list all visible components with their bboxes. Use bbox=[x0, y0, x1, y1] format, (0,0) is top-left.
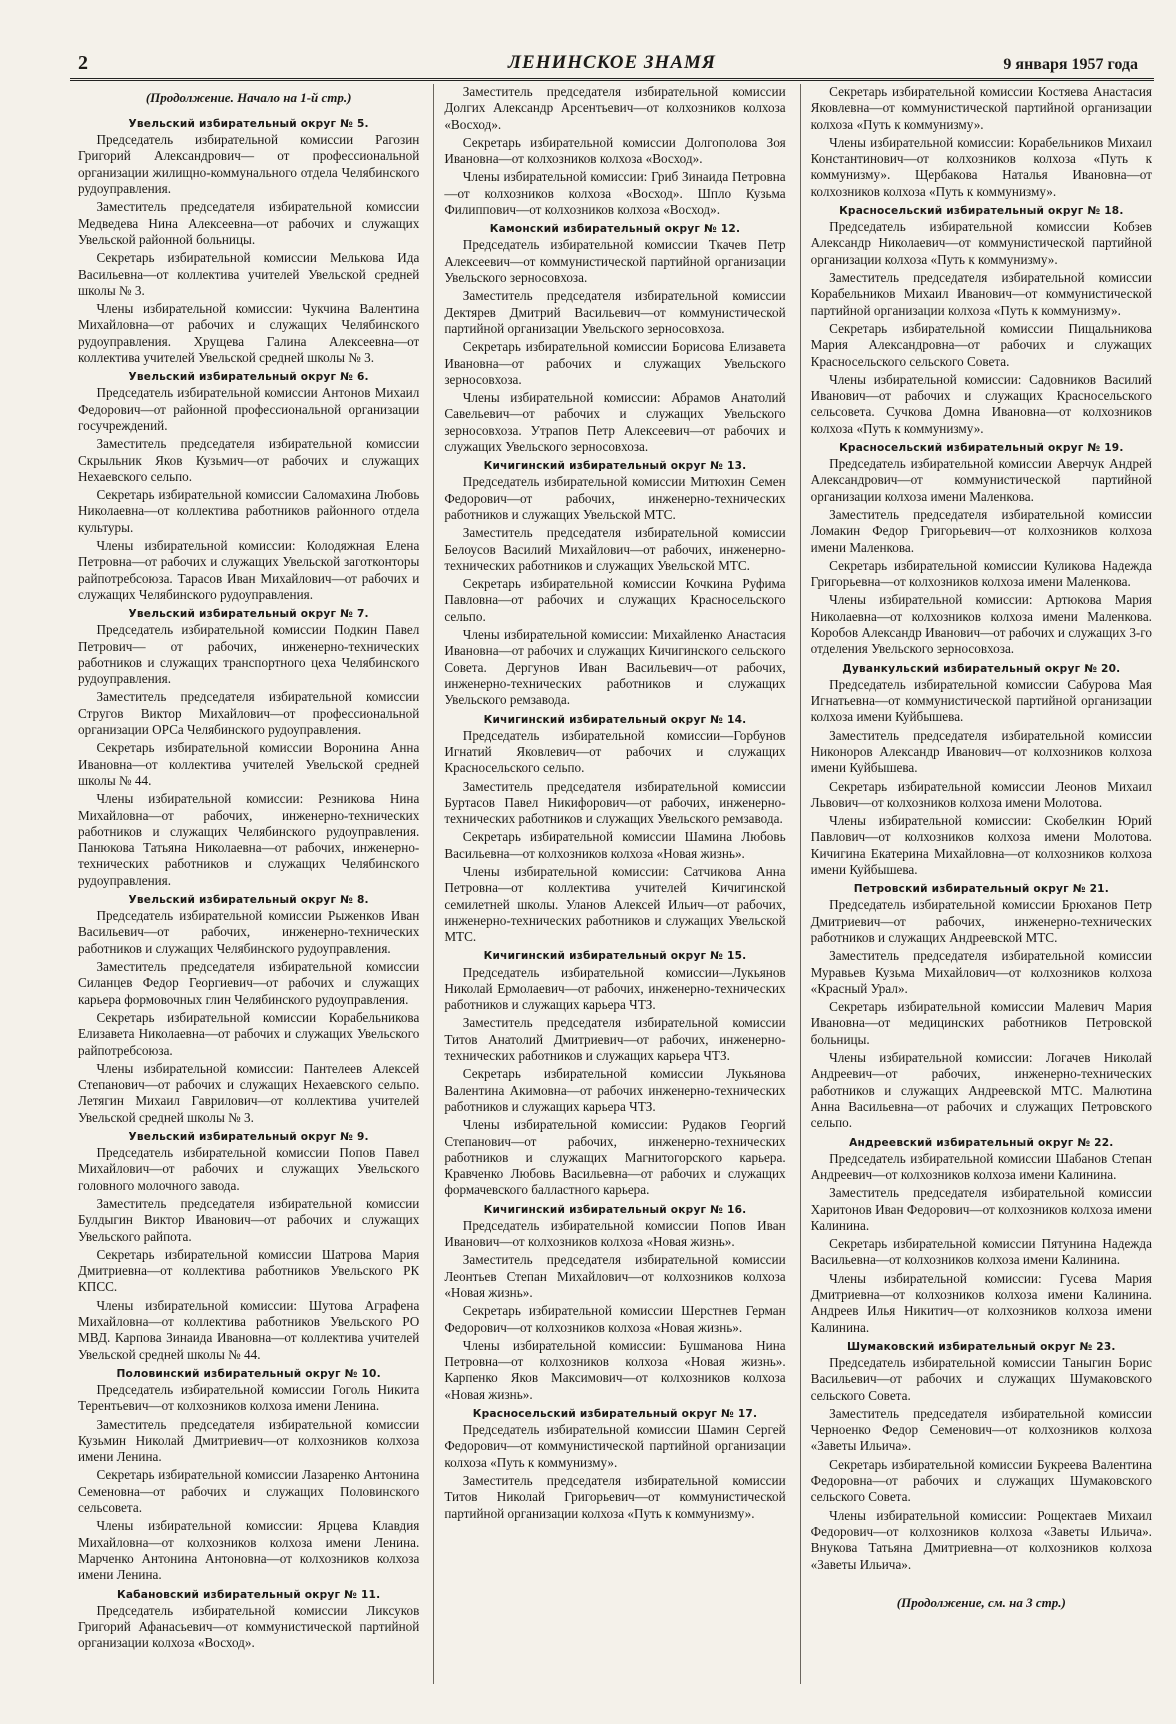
commission-paragraph: Члены избирательной комиссии: Гусева Мария Дмитриевна—от колхозников колхоза имени Калинина. Андреев Илья Никитич—от колхозников колхоза имени Калинина. bbox=[810, 1270, 1152, 1335]
commission-paragraph: Председатель избирательной комиссии Сабурова Мая Игнатьевна—от коммунистической партийной организации колхоза имени Куйбышева. bbox=[810, 676, 1152, 725]
commission-paragraph: Члены избирательной комиссии: Бушманова Нина Петровна—от колхозников колхоза «Новая жизнь». Карпенко Яков Максимович—от колхозников колхоза «Новая жизнь». bbox=[444, 1337, 786, 1402]
district-heading: Красносельский избирательный округ № 19. bbox=[839, 442, 1124, 455]
commission-paragraph: Заместитель председателя избирательной комиссии Леонтьев Степан Михайлович—от колхозников колхоза «Новая жизнь». bbox=[444, 1252, 786, 1300]
district-heading: Кичигинский избирательный округ № 15. bbox=[483, 950, 747, 963]
commission-paragraph: Председатель избирательной комиссии Подкин Павел Петрович— от рабочих, инженерно-технических работников и служащих транспортного цеха Челябинского рудоуправления. bbox=[78, 622, 420, 687]
commission-paragraph: Секретарь избирательной комиссии Саломахина Любовь Николаевна—от коллектива работников районного отдела культуры. bbox=[78, 487, 420, 535]
commission-paragraph: Заместитель председателя избирательной комиссии Титов Николай Григорьевич—от коммунистической партийной организации колхоза «Путь к коммунизму». bbox=[444, 1473, 786, 1521]
commission-paragraph: Члены избирательной комиссии: Чукчина Валентина Михайловна—от рабочих и служащих Челябинского рудоуправления. Хрущева Галина Алексеевна—от коллектива учителей Увельской средней школы № 3. bbox=[78, 301, 420, 365]
district-heading: Андреевский избирательный округ № 22. bbox=[849, 1136, 1114, 1149]
commission-paragraph: Секретарь избирательной комиссии Малевич Мария Ивановна—от медицинских работников Петровской больницы. bbox=[810, 999, 1152, 1047]
commission-paragraph: Секретарь избирательной комиссии Воронина Анна Ивановна—от коллектива учителей Увельской средней школы № 44. bbox=[78, 740, 420, 788]
commission-paragraph: Председатель избирательной комиссии Брюханов Петр Дмитриевич—от рабочих, инженерно-технических работников и служащих Андреевской МТС. bbox=[810, 897, 1152, 945]
commission-paragraph: Заместитель председателя избирательной комиссии Кузьмин Николай Дмитриевич—от колхозников колхоза имени Ленина. bbox=[78, 1416, 420, 1465]
commission-paragraph: Заместитель председателя избирательной комиссии Белоусов Василий Михайлович—от рабочих, инженерно-технических работников и служащих Увельской МТС. bbox=[444, 525, 786, 573]
commission-paragraph: Секретарь избирательной комиссии Пищальникова Мария Александровна—от рабочих и служащих Красносельского сельского Совета. bbox=[810, 320, 1152, 369]
district-heading: Красносельский избирательный округ № 17. bbox=[472, 1408, 758, 1421]
district-heading: Кичигинский избирательный округ № 13. bbox=[483, 460, 747, 473]
commission-paragraph: Председатель избирательной комиссии—Лукьянов Николай Ермолаевич—от рабочих, инженерно-технических работников и служащих карьера ЧТЗ. bbox=[444, 964, 786, 1013]
commission-paragraph: Секретарь избирательной комиссии Мелькова Ида Васильевна—от коллектива учителей Увельской средней школы № 3. bbox=[78, 250, 420, 298]
commission-paragraph: Председатель избирательной комиссии Ликсуков Григорий Афанасьевич—от коммунистической партийной организации колхоза «Восход». bbox=[78, 1602, 420, 1651]
commission-paragraph: Председатель избирательной комиссии Гоголь Никита Терентьевич—от колхозников колхоза имени Ленина. bbox=[78, 1382, 420, 1414]
continuation-note-end: (Продолжение, см. на 3 стр.) bbox=[896, 1594, 1066, 1610]
commission-paragraph: Члены избирательной комиссии: Абрамов Анатолий Савельевич—от рабочих и служащих Увельского зерносовхоза. Утрапов Петр Алексеевич—от рабочих и служащих Увельского зерносовхоза. bbox=[444, 390, 786, 455]
page-number: 2 bbox=[78, 52, 88, 74]
commission-paragraph: Секретарь избирательной комиссии Лукьянова Валентина Акимовна—от рабочих инженерно-технических работников и служащих карьера ЧТЗ. bbox=[444, 1066, 786, 1114]
commission-paragraph: Члены избирательной комиссии: Резникова Нина Михайловна—от рабочих, инженерно-технических работников и служащих Челябинского рудоуправления. Панюкова Татьяна Николаевна—от рабочих, инженерно-технических работников и служащих Челябинского рудоуправления. bbox=[78, 791, 420, 888]
district-heading: Увельский избирательный округ № 8. bbox=[128, 894, 369, 907]
commission-paragraph: Заместитель председателя избирательной комиссии Буртасов Павел Никифорович—от рабочих, инженерно-технических работников и служащих Увельского ремзавода. bbox=[444, 778, 786, 827]
commission-paragraph: Секретарь избирательной комиссии Леонов Михаил Львович—от колхозников колхоза имени Молотова. bbox=[810, 778, 1152, 810]
district-heading: Кичигинский избирательный округ № 14. bbox=[483, 713, 747, 726]
commission-paragraph: Заместитель председателя избирательной комиссии Харитонов Иван Федорович—от колхозников колхоза имени Калинина. bbox=[810, 1185, 1152, 1233]
commission-paragraph: Члены избирательной комиссии: Скобелкин Юрий Павлович—от колхозников колхоза имени Молотова. Кичигина Екатерина Михайловна—от колхозников колхоза имени Куйбышева. bbox=[810, 813, 1152, 877]
issue-date: 9 января 1957 года bbox=[1003, 56, 1138, 73]
district-heading: Петровский избирательный округ № 21. bbox=[853, 883, 1109, 896]
commission-paragraph: Председатель избирательной комиссии Попов Иван Иванович—от колхозников колхоза «Новая жизнь». bbox=[444, 1217, 786, 1250]
commission-paragraph: Заместитель председателя избирательной комиссии Корабельников Михаил Иванович—от коммунистической партийной организации колхоза «Путь к коммунизму». bbox=[810, 270, 1152, 318]
commission-paragraph: Заместитель председателя избирательной комиссии Медведева Нина Алексеевна—от рабочих и служащих Увельской районной больницы. bbox=[78, 199, 420, 247]
column-3 bbox=[800, 84, 1152, 1684]
commission-paragraph: Секретарь избирательной комиссии Лазаренко Антонина Семеновна—от рабочих и служащих Половинского сельсовета. bbox=[78, 1467, 420, 1516]
district-heading: Кичигинский избирательный округ № 16. bbox=[483, 1203, 747, 1216]
district-heading: Дуванкульский избирательный округ № 20. bbox=[842, 662, 1121, 675]
commission-paragraph: Секретарь избирательной комиссии Костяева Анастасия Яковлевна—от коммунистической партийной организации колхоза «Путь к коммунизму». bbox=[810, 84, 1152, 132]
commission-paragraph: Заместитель председателя избирательной комиссии Стругов Виктор Михайлович—от профессиональной организации ОРСа Челябинского рудоуправления. bbox=[78, 689, 420, 738]
commission-paragraph: Заместитель председателя избирательной комиссии Силанцев Федор Георгиевич—от рабочих и служащих карьера формовочных глин Челябинского рудоуправления. bbox=[78, 959, 420, 1007]
commission-paragraph: Секретарь избирательной комиссии Куликова Надежда Григорьевна—от колхозников колхоза имени Маленкова. bbox=[810, 557, 1152, 590]
commission-paragraph: Председатель избирательной комиссии Кобзев Александр Николаевич—от коммунистической партийной организации колхоза «Путь к коммунизму». bbox=[810, 219, 1152, 267]
newspaper-title: ЛЕНИНСКОЕ ЗНАМЯ bbox=[508, 52, 716, 73]
commission-paragraph: Члены избирательной комиссии: Логачев Николай Андреевич—от рабочих, инженерно-технических работников и служащих Андреевской МТС. Малютина Анна Васильевна—от рабочих и служащих Петровского сельпо. bbox=[810, 1050, 1152, 1131]
commission-paragraph: Секретарь избирательной комиссии Букреева Валентина Федоровна—от рабочих и служащих Шумаковского сельского Совета. bbox=[810, 1456, 1152, 1505]
commission-paragraph: Члены избирательной комиссии: Рудаков Георгий Степанович—от рабочих, инженерно-технических работников и служащих Магнитогорского карьера. Кравченко Любовь Васильевна—от рабочих и служащих формачевского балластного карьера. bbox=[444, 1117, 786, 1198]
commission-paragraph: Члены избирательной комиссии: Колодяжная Елена Петровна—от рабочих и служащих Увельской заготконторы райпотребсоюза. Тарасов Иван Михайлович—от рабочих и служащих Челябинского рудоуправления. bbox=[78, 538, 420, 602]
commission-paragraph: Секретарь избирательной комиссии Корабельникова Елизавета Николаевна—от рабочих и служащих Увельского райпотребсоюза. bbox=[78, 1009, 420, 1058]
commission-paragraph: Члены избирательной комиссии: Шутова Агрaфена Михайловна—от коллектива работников Увельского РО МВД. Карпова Зинаида Ивановна—от коллектива учителей Увельской средней школы № 44. bbox=[78, 1297, 420, 1362]
commission-paragraph: Председатель избирательной комиссии Рыженков Иван Васильевич—от рабочих, инженерно-технических работников и служащих Челябинского рудоуправления. bbox=[78, 908, 420, 956]
commission-paragraph: Председатель избирательной комиссии Шамин Сергей Федорович—от коммунистической партийной организации колхоза «Путь к коммунизму». bbox=[444, 1422, 786, 1470]
district-heading: Половинский избирательный округ № 10. bbox=[116, 1367, 381, 1380]
commission-paragraph: Члены избирательной комиссии: Артюкова Мария Николаевна—от колхозников колхоза имени Маленкова. Коробов Александр Иванович—от рабочих и служащих 3-го отделения Увельского зерносовхоза. bbox=[810, 592, 1152, 657]
district-heading: Увельский избирательный округ № 9. bbox=[128, 1130, 369, 1143]
district-heading: Красносельский избирательный округ № 18. bbox=[839, 205, 1124, 218]
commission-paragraph: Заместитель председателя избирательной комиссии Ломакин Федор Григорьевич—от колхозников колхоза имени Маленкова. bbox=[810, 506, 1152, 555]
commission-paragraph: Заместитель председателя избирательной комиссии Долгих Александр Арсентьевич—от колхозников колхоза «Восход». bbox=[444, 84, 786, 132]
masthead bbox=[70, 44, 1154, 78]
commission-paragraph: Председатель избирательной комиссии—Горбунов Игнатий Яковлевич—от рабочих и служащих Красносельского сельпо. bbox=[444, 727, 786, 776]
district-heading: Увельский избирательный округ № 6. bbox=[128, 371, 369, 384]
masthead-rule bbox=[70, 78, 1154, 81]
article-columns bbox=[78, 84, 1152, 1684]
district-heading: Шумаковский избирательный округ № 23. bbox=[846, 1340, 1116, 1353]
column-2 bbox=[433, 84, 785, 1684]
commission-paragraph: Председатель избирательной комиссии Шабанов Степан Андреевич—от колхозников колхоза имени Калинина. bbox=[810, 1150, 1152, 1182]
commission-paragraph: Председатель избирательной комиссии Таныгин Борис Васильевич—от рабочих и служащих Шумаковского сельского Совета. bbox=[810, 1354, 1152, 1403]
commission-paragraph: Секретарь избирательной комиссии Шатрова Мария Дмитриевна—от коллектива работников Увельского РК КПСС. bbox=[78, 1246, 420, 1295]
commission-paragraph: Заместитель председателя избирательной комиссии Титов Анатолий Дмитриевич—от рабочих, инженерно-технических работников и служащих карьера ЧТЗ. bbox=[444, 1015, 786, 1064]
commission-paragraph: Секретарь избирательной комиссии Долгополова Зоя Ивановна—от колхозников колхоза «Восход». bbox=[444, 134, 786, 167]
district-heading: Увельский избирательный округ № 5. bbox=[128, 118, 369, 131]
district-heading: Увельский избирательный округ № 7. bbox=[128, 608, 369, 621]
commission-paragraph: Председатель избирательной комиссии Попов Павел Михайлович—от рабочих и служащих Увельского головного молочного завода. bbox=[78, 1145, 420, 1193]
commission-paragraph: Председатель избирательной комиссии Ткачев Петр Алексеевич—от коммунистической партийной организации Увельского зерносовхоза. bbox=[444, 237, 786, 286]
commission-paragraph: Члены избирательной комиссии: Сатчикова Анна Петровна—от коллектива учителей Кичигинской семилетней школы. Уланов Алексей Ильич—от рабочих, инженерно-технических работников и служащих Увельской МТС. bbox=[444, 864, 786, 945]
commission-paragraph: Члены избирательной комиссии: Михайленко Анастасия Ивановна—от рабочих и служащих Кичигинского сельского Совета. Дергунов Иван Васильевич—от рабочих, инженерно-технических работников и служащих Увельского ремзавода. bbox=[444, 627, 786, 708]
commission-paragraph: Секретарь избирательной комиссии Шамина Любовь Васильевна—от колхозников колхоза «Новая жизнь». bbox=[444, 829, 786, 861]
commission-paragraph: Секретарь избирательной комиссии Пятунина Надежда Васильевна—от колхозников колхоза имени Калинина. bbox=[810, 1236, 1152, 1268]
commission-paragraph: Члены избирательной комиссии: Садовников Василий Иванович—от рабочих и служащих Красносельского сельсовета. Сучкова Домна Ивановна—от колхозников колхоза «Путь к коммунизму». bbox=[810, 371, 1152, 436]
commission-paragraph: Заместитель председателя избирательной комиссии Дектярев Дмитрий Васильевич—от коммунистической партийной организации Увельского зерносовхоза. bbox=[444, 288, 786, 336]
commission-paragraph: Председатель избирательной комиссии Антонов Михаил Федорович—от районной профессиональной организации госучреждений. bbox=[78, 385, 420, 433]
commission-paragraph: Секретарь избирательной комиссии Кочкина Руфима Павловна—от рабочих и служащих Красносельского сельпо. bbox=[444, 576, 786, 624]
commission-paragraph: Члены избирательной комиссии: Гриб Зинаида Петровна—от колхозников колхоза «Восход». Шпло Кузьма Филиппович—от колхозников колхоза «Восход». bbox=[444, 169, 786, 218]
commission-paragraph: Секретарь избирательной комиссии Борисова Елизавета Ивановна—от рабочих и служащих Увельского зерносовхоза. bbox=[444, 339, 786, 387]
commission-paragraph: Члены избирательной комиссии: Корабельников Михаил Константинович—от колхозников колхоза «Путь к коммунизму». Щербакова Наталья Ивановна—от колхозников колхоза «Путь к коммунизму». bbox=[810, 134, 1152, 199]
district-heading: Камонский избирательный округ № 12. bbox=[489, 223, 741, 236]
commission-paragraph: Председатель избирательной комиссии Рагозин Григорий Александрович— от профессиональной организации жилищно-коммунального отдела Челябинского рудоуправления. bbox=[78, 132, 420, 197]
commission-paragraph: Председатель избирательной комиссии Аверчук Андрей Александрович—от коммунистической партийной организации колхоза имени Маленкова. bbox=[810, 456, 1152, 504]
commission-paragraph: Заместитель председателя избирательной комиссии Никоноров Александр Иванович—от колхозников колхоза имени Куйбышева. bbox=[810, 727, 1152, 776]
commission-paragraph: Члены избирательной комиссии: Пантелеев Алексей Степанович—от рабочих и служащих Нехаевского сельпо. Летягин Михаил Гаврилович—от коллектива учителей Увельской средней школы № 3. bbox=[78, 1060, 420, 1125]
commission-paragraph: Заместитель председателя избирательной комиссии Скрыльник Яков Кузьмич—от рабочих и служащих Нехаевского сельпо. bbox=[78, 436, 420, 484]
commission-paragraph: Заместитель председателя избирательной комиссии Муравьев Кузьма Михайлович—от колхозников колхоза «Красный Урал». bbox=[810, 948, 1152, 996]
district-heading: Кабановский избирательный округ № 11. bbox=[116, 1588, 381, 1601]
commission-paragraph: Секретарь избирательной комиссии Шерстнев Герман Федорович—от колхозников колхоза «Новая жизнь». bbox=[444, 1303, 786, 1335]
column-1 bbox=[78, 84, 419, 1684]
commission-paragraph: Члены избирательной комиссии: Рощектаев Михаил Федорович—от колхозников колхоза «Заветы Ильича». Внукова Татьяна Дмитриевна—от колхозников колхоза «Заветы Ильича». bbox=[810, 1507, 1152, 1572]
continuation-note: (Продолжение. Начало на 1-й стр.) bbox=[145, 90, 352, 105]
commission-paragraph: Заместитель председателя избирательной комиссии Булдыгин Виктор Иванович—от рабочих и служащих Увельского райпота. bbox=[78, 1195, 420, 1244]
commission-paragraph: Заместитель председателя избирательной комиссии Черноенко Федор Семенович—от колхозников колхоза «Заветы Ильича». bbox=[810, 1405, 1152, 1454]
commission-paragraph: Председатель избирательной комиссии Митюхин Семен Федорович—от рабочих, инженерно-технических работников и служащих Увельской МТС. bbox=[444, 474, 786, 522]
commission-paragraph: Члены избирательной комиссии: Ярцева Клавдия Михайловна—от колхозников колхоза имени Ленина. Марченко Антонина Антоновна—от колхозников колхоза имени Ленина. bbox=[78, 1518, 420, 1583]
